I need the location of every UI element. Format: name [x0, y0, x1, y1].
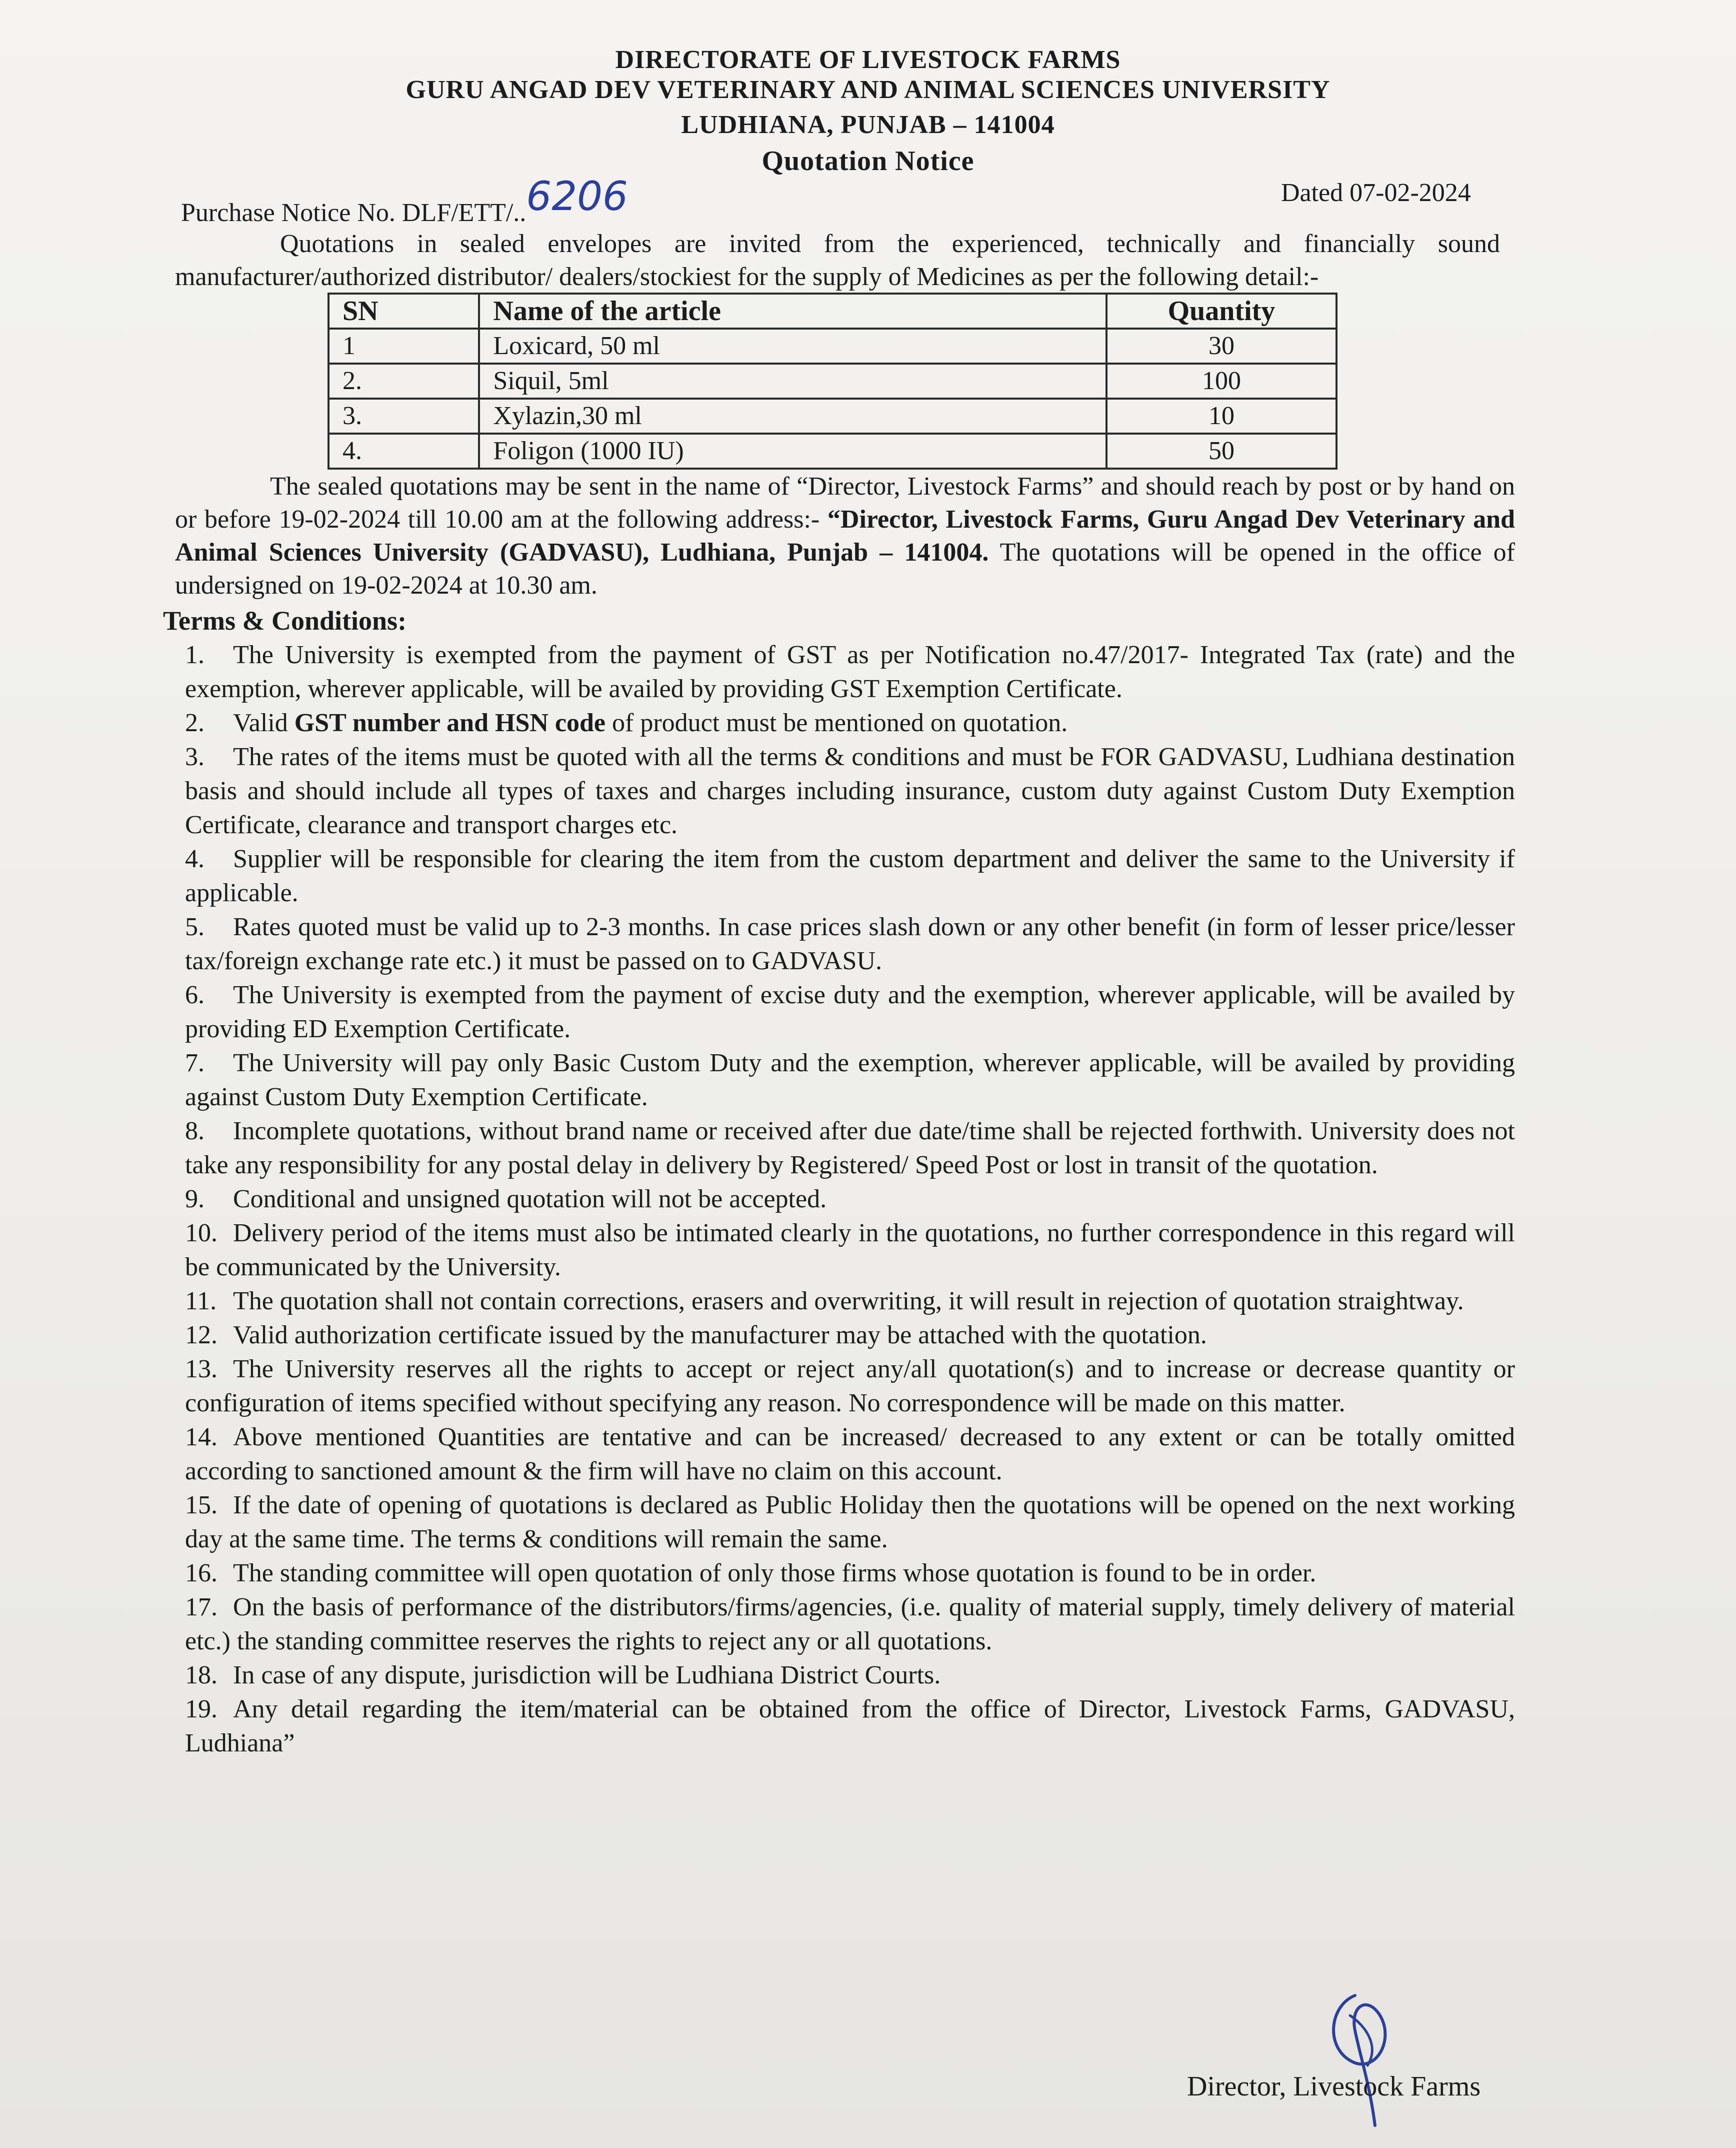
- submission-text: The sealed quotations may be sent in the name of “Director, Livestock Farms” and should reach by post or by hand on or before 19-02-2024 till 10.00 am at the following address:-: [175, 472, 1515, 534]
- term-text: The quotation shall not contain corrections, erasers and overwriting, it will result in rejection of quotation straightway.: [233, 1287, 1464, 1315]
- list-item: [185, 1216, 1515, 1284]
- cell-quantity: 30: [1106, 329, 1336, 364]
- term-number: 5.: [185, 913, 204, 941]
- table-row: [328, 434, 1336, 469]
- term-text: Incomplete quotations, without brand name or received after due date/time shall be rejected forthwith. University does not take any responsibility for any postal delay in delivery by Registered/ Speed Post or lost in transit of the quotation.: [185, 1117, 1515, 1179]
- term-text: Valid: [233, 709, 294, 737]
- list-item: [185, 1182, 1515, 1216]
- column-header-quantity: Quantity: [1106, 294, 1336, 329]
- term-text: The rates of the items must be quoted with all the terms & conditions and must be FOR GADVASU, Ludhiana destination basis and should include all types of taxes and charges including insurance, custom duty against Custom Duty Exemption Certificate, clearance and transport charges etc.: [185, 743, 1515, 839]
- term-number: 15.: [185, 1491, 218, 1519]
- cell-sn: 4.: [328, 434, 479, 469]
- intro-paragraph: Quotations in sealed envelopes are invited from the experienced, technically and financially sound manufacturer/authorized distributor/ dealers/stockiest for the supply of Medicines as per the following detail:-: [175, 230, 1500, 291]
- list-item: [185, 1420, 1515, 1488]
- term-number: 2.: [185, 709, 204, 737]
- term-text: of product must be mentioned on quotation.: [606, 709, 1068, 737]
- term-number: 19.: [185, 1695, 218, 1723]
- list-item: [185, 1114, 1515, 1182]
- term-text: Supplier will be responsible for clearing the item from the custom department and deliver the same to the University if applicable.: [185, 845, 1515, 907]
- term-number: 1.: [185, 641, 204, 669]
- list-item: [185, 740, 1515, 842]
- column-header-sn: SN: [328, 294, 479, 329]
- submission-paragraph: [175, 470, 1515, 602]
- document-title: Quotation Notice: [762, 146, 974, 177]
- term-text: On the basis of performance of the distributors/firms/agencies, (i.e. quality of material supply, timely delivery of material etc.) the standing committee reserves the rights to reject any or all quotations.: [185, 1593, 1515, 1655]
- items-table: [328, 293, 1338, 470]
- term-number: 6.: [185, 981, 204, 1009]
- terms-list: [185, 638, 1515, 1760]
- cell-sn: 1: [328, 329, 479, 364]
- term-number: 7.: [185, 1049, 204, 1077]
- term-text: The University will pay only Basic Custom Duty and the exemption, wherever applicable, will be availed by providing against Custom Duty Exemption Certificate.: [185, 1049, 1515, 1111]
- term-number: 9.: [185, 1185, 204, 1213]
- term-text: If the date of opening of quotations is declared as Public Holiday then the quotations will be opened on the next working day at the same time. The terms & conditions will remain the same.: [185, 1491, 1515, 1553]
- term-text: The University reserves all the rights to accept or reject any/all quotation(s) and to increase or decrease quantity or configuration of items specified without specifying any reason. No correspondence will be made on this matter.: [185, 1355, 1515, 1417]
- term-number: 13.: [185, 1355, 218, 1383]
- term-text: Valid authorization certificate issued by the manufacturer may be attached with the quotation.: [233, 1321, 1207, 1349]
- term-bold-text: GST number and HSN code: [294, 709, 606, 737]
- header-address: LUDHIANA, PUNJAB – 141004: [681, 111, 1055, 139]
- list-item: [185, 1046, 1515, 1114]
- table-header-row: [328, 294, 1336, 329]
- opening-text: The quotations will be opened in the office of undersigned on 19-02-2024 at 10.30 am.: [175, 538, 1515, 600]
- cell-quantity: 50: [1106, 434, 1336, 469]
- term-number: 16.: [185, 1559, 218, 1587]
- list-item: [185, 1488, 1515, 1556]
- term-number: 12.: [185, 1321, 218, 1349]
- handwritten-notice-number: 6206: [526, 173, 628, 220]
- term-number: 17.: [185, 1593, 218, 1621]
- cell-quantity: 100: [1106, 364, 1336, 399]
- term-number: 8.: [185, 1117, 204, 1145]
- term-text: Any detail regarding the item/material can be obtained from the office of Director, Livestock Farms, GADVASU, Ludhiana”: [185, 1695, 1515, 1757]
- header-directorate: DIRECTORATE OF LIVESTOCK FARMS: [615, 46, 1121, 74]
- term-number: 14.: [185, 1423, 218, 1451]
- list-item: [185, 706, 1515, 740]
- terms-heading: Terms & Conditions:: [163, 606, 407, 636]
- list-item: [185, 1590, 1515, 1658]
- cell-article: Xylazin,30 ml: [479, 399, 1106, 434]
- term-number: 10.: [185, 1219, 218, 1247]
- list-item: [185, 842, 1515, 910]
- term-number: 3.: [185, 743, 204, 771]
- term-number: 11.: [185, 1287, 217, 1315]
- list-item: [185, 1284, 1515, 1318]
- list-item: [185, 910, 1515, 978]
- cell-article: Loxicard, 50 ml: [479, 329, 1106, 364]
- list-item: [185, 1658, 1515, 1692]
- notice-date: Dated 07-02-2024: [1281, 179, 1471, 207]
- list-item: [185, 1352, 1515, 1420]
- header-university: GURU ANGAD DEV VETERINARY AND ANIMAL SCIENCES UNIVERSITY: [406, 76, 1330, 104]
- handwritten-signature: [1320, 1985, 1410, 2135]
- purchase-notice-number: [181, 173, 628, 231]
- term-text: The University is exempted from the payment of excise duty and the exemption, wherever applicable, will be availed by providing ED Exemption Certificate.: [185, 981, 1515, 1043]
- list-item: [185, 1692, 1515, 1760]
- column-header-article: Name of the article: [479, 294, 1106, 329]
- term-number: 4.: [185, 845, 204, 873]
- signatory-title: Director, Livestock Farms: [1187, 2071, 1481, 2102]
- list-item: [185, 978, 1515, 1046]
- term-text: Delivery period of the items must also be intimated clearly in the quotations, no further correspondence in this regard will be communicated by the University.: [185, 1219, 1515, 1281]
- term-text: Conditional and unsigned quotation will not be accepted.: [233, 1185, 827, 1213]
- cell-article: Siquil, 5ml: [479, 364, 1106, 399]
- list-item: [185, 638, 1515, 706]
- cell-quantity: 10: [1106, 399, 1336, 434]
- term-number: 18.: [185, 1661, 218, 1689]
- cell-article: Foligon (1000 IU): [479, 434, 1106, 469]
- list-item: [185, 1556, 1515, 1590]
- list-item: [185, 1318, 1515, 1352]
- term-text: Above mentioned Quantities are tentative and can be increased/ decreased to any extent or can be totally omitted according to sanctioned amount & the firm will have no claim on this account.: [185, 1423, 1515, 1485]
- term-text: The standing committee will open quotation of only those firms whose quotation is found to be in order.: [233, 1559, 1316, 1587]
- term-text: Rates quoted must be valid up to 2-3 months. In case prices slash down or any other benefit (in form of lesser price/lesser tax/foreign exchange rate etc.) it must be passed on to GADVASU.: [185, 913, 1515, 975]
- notice-number-label: Purchase Notice No. DLF/ETT/..: [181, 199, 526, 227]
- submission-address: “Director, Livestock Farms, Guru Angad Dev Veterinary and Animal Sciences University (GADVASU), Ludhiana, Punjab – 141004.: [175, 505, 1515, 567]
- cell-sn: 2.: [328, 364, 479, 399]
- term-text: The University is exempted from the payment of GST as per Notification no.47/2017- Integrated Tax (rate) and the exemption, wherever applicable, will be availed by providing GST Exemption Certificate.: [185, 641, 1515, 703]
- term-text: In case of any dispute, jurisdiction will be Ludhiana District Courts.: [233, 1661, 941, 1689]
- table-row: [328, 399, 1336, 434]
- cell-sn: 3.: [328, 399, 479, 434]
- table-row: [328, 329, 1336, 364]
- table-row: [328, 364, 1336, 399]
